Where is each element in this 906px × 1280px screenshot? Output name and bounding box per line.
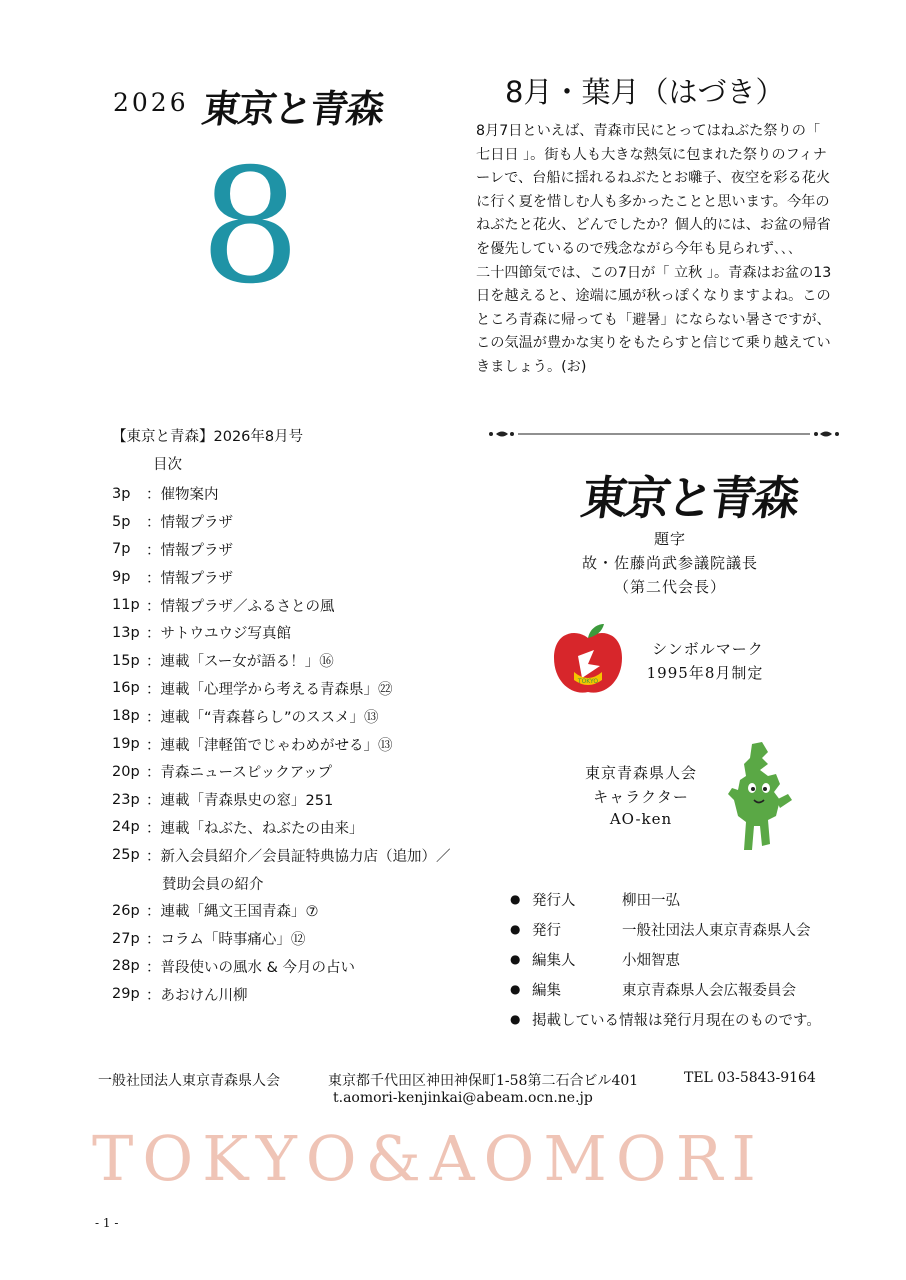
toc-item xyxy=(112,730,451,758)
toc-entry: ：あおけん川柳 xyxy=(146,987,248,1004)
toc-item xyxy=(112,591,451,619)
toc-entry: 賛助会員の紹介 xyxy=(162,876,264,893)
footer-big-title: TOKYO&AOMORI xyxy=(92,1122,765,1195)
calligrapher-name: 故・佐藤尚武参議院議長 xyxy=(581,554,758,572)
credit-value: 掲載している情報は発行月現在のものです。 xyxy=(532,1012,821,1029)
toc-item xyxy=(112,897,451,925)
aoken-character-icon xyxy=(722,740,794,855)
toc-entry: ：催物案内 xyxy=(146,487,219,504)
toc-entry: ：情報プラザ／ふるさとの風 xyxy=(146,598,335,615)
toc-item xyxy=(112,786,451,814)
toc-page: 9p xyxy=(112,569,131,586)
calligrapher-role: （第二代会長） xyxy=(613,578,726,596)
toc-item xyxy=(112,980,451,1008)
toc-item xyxy=(112,702,451,730)
credit-item: ● 発行人 柳田一弘 xyxy=(510,884,821,914)
toc-page: 13p xyxy=(112,624,140,641)
toc-page: 23p xyxy=(112,791,140,808)
toc-entry: ：情報プラザ xyxy=(146,570,233,587)
character-name: AO-ken xyxy=(609,810,673,828)
masthead-logo: 東京と青森 xyxy=(199,86,386,131)
issue-year: 2026 xyxy=(113,88,189,117)
toc-page: 27p xyxy=(112,930,140,947)
toc-entry: ：連載「青森県史の窓」251 xyxy=(146,793,334,810)
toc-page: 26p xyxy=(112,902,140,919)
toc-entry: ：連載「縄文王国青森」⑦ xyxy=(146,904,319,921)
credit-note: ● 掲載している情報は発行月現在のものです。 xyxy=(510,1004,821,1034)
toc-item xyxy=(112,925,451,953)
toc-item xyxy=(112,619,451,647)
footer-tel: TEL 03-5843-9164 xyxy=(684,1070,816,1086)
apple-symbol-icon xyxy=(548,620,628,700)
toc-item-continued xyxy=(112,869,451,897)
toc-item xyxy=(112,841,451,869)
footer-email: t.aomori-kenjinkai@abeam.ocn.ne.jp xyxy=(333,1090,593,1106)
intro-body xyxy=(476,120,838,380)
table-of-contents xyxy=(112,480,451,1008)
credit-key: 発行 xyxy=(532,922,561,939)
toc-entry: ：連載「ねぶた、ねぶたの由来」 xyxy=(146,820,364,837)
credit-key: 発行人 xyxy=(532,892,576,909)
toc-page: 18p xyxy=(112,708,140,725)
page-number: - 1 - xyxy=(95,1216,119,1230)
toc-page: 25p xyxy=(112,847,140,864)
toc-page: 15p xyxy=(112,652,140,669)
toc-entry: ：情報プラザ xyxy=(146,542,233,559)
toc-entry: ：連載「心理学から考える青森県」㉒ xyxy=(146,681,393,698)
toc-item xyxy=(112,480,451,508)
toc-entry: ：連載「津軽笛でじゃわめがせる」⑬ xyxy=(146,737,393,754)
intro-title: 8月・葉月（はづき） xyxy=(505,75,785,109)
toc-page: 19p xyxy=(112,736,140,753)
credits-list xyxy=(510,884,821,1034)
toc-item xyxy=(112,508,451,536)
credit-item: ● 編集 東京青森県人会広報委員会 xyxy=(510,974,821,1004)
credit-key: 編集人 xyxy=(532,952,576,969)
toc-page: 20p xyxy=(112,763,140,780)
toc-item xyxy=(112,758,451,786)
credit-item: ● 編集人 小畑智恵 xyxy=(510,944,821,974)
toc-subtitle: 目次 xyxy=(153,457,182,473)
toc-entry: ：サトウユウジ写真館 xyxy=(146,626,291,643)
toc-item xyxy=(112,536,451,564)
toc-item xyxy=(112,675,451,703)
credit-value: 東京青森県人会広報委員会 xyxy=(622,982,796,999)
intro-paragraph: 二十四節気では、この7日が「 立秋 」。青森はお盆の13日を越えると、途端に風が秋っぽくなりますよね。このところ青森に帰っても「避暑」にならない暑さですが、この気温が豊かな実りをもたらすと信じて乗り越えていきましょう。(お) xyxy=(476,264,832,375)
intro-paragraph: 8月7日といえば、青森市民にとってはねぶた祭りの「 七日日 」。街も人も大きな熱気に包まれた祭りのフィナーレで、台船に揺れるねぶたとお囃子、夜空を彩る花火に行く夏を惜しむ人も多かったことと思います。今年のねぶたと花火、どんでしたか？個人的には、お盆の帰省を優先しているので残念ながら今年も見られず､､､ xyxy=(476,123,831,257)
toc-entry: ：コラム「時事痛心」⑫ xyxy=(146,932,306,949)
credit-value: 一般社団法人東京青森県人会 xyxy=(622,922,811,939)
footer-address: 東京都千代田区神田神保町1-58第二石合ビル401 xyxy=(328,1073,639,1089)
symbol-date: 1995年8月制定 xyxy=(646,664,764,682)
character-org: 東京青森県人会 xyxy=(584,764,697,782)
toc-page: 5p xyxy=(112,513,131,530)
ornamental-divider xyxy=(488,425,840,443)
toc-item xyxy=(112,953,451,981)
calligraphy-label: 題字 xyxy=(653,530,686,548)
toc-page: 16p xyxy=(112,680,140,697)
toc-entry: ：新入会員紹介／会員証特典協力店（追加）／ xyxy=(146,848,451,865)
toc-entry: ：青森ニュースピックアップ xyxy=(146,765,333,782)
toc-entry: ：連載「スー女が語る！」⑯ xyxy=(146,654,334,671)
character-label: キャラクター xyxy=(593,788,689,806)
footer-org: 一般社団法人東京青森県人会 xyxy=(98,1073,280,1089)
toc-title: 【東京と青森】2026年8月号 xyxy=(112,429,304,445)
month-number: 8 xyxy=(200,135,301,319)
credit-key: 編集 xyxy=(532,982,561,999)
credit-value: 柳田一弘 xyxy=(622,892,680,909)
credit-item: ● 発行 一般社団法人東京青森県人会 xyxy=(510,914,821,944)
toc-entry: ：情報プラザ xyxy=(146,515,233,532)
credit-value: 小畑智恵 xyxy=(622,952,680,969)
toc-entry: ：普段使いの風水 & 今月の占い xyxy=(146,959,356,976)
toc-item xyxy=(112,647,451,675)
symbol-mark-text: TOKYO xyxy=(577,678,599,685)
toc-entry: ：連載「“青森暮らし”のススメ」⑬ xyxy=(146,709,379,726)
toc-page: 3p xyxy=(112,485,131,502)
toc-page: 29p xyxy=(112,986,140,1003)
symbol-label: シンボルマーク xyxy=(652,640,764,658)
calligraphy-logo: 東京と青森 xyxy=(577,471,801,525)
toc-page: 7p xyxy=(112,541,131,558)
toc-page: 28p xyxy=(112,958,140,975)
toc-page: 24p xyxy=(112,819,140,836)
toc-item xyxy=(112,563,451,591)
toc-page: 11p xyxy=(112,597,140,614)
toc-item xyxy=(112,814,451,842)
